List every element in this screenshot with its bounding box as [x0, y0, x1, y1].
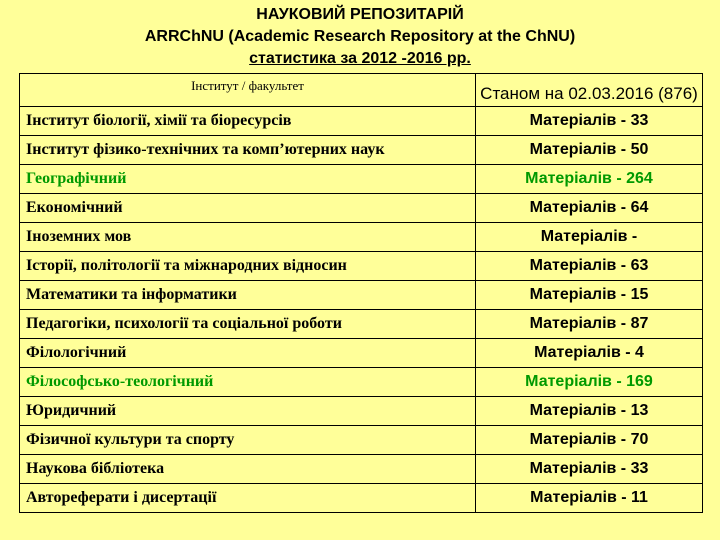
- column-header-institute: Інститут / факультет: [20, 74, 476, 107]
- materials-count: Матеріалів - 33: [476, 107, 703, 136]
- header-subtitle: ARRChNU (Academic Research Repository at the ChNU): [144, 28, 576, 45]
- materials-count: Матеріалів - 4: [476, 339, 703, 368]
- table-row: [20, 223, 703, 252]
- table-row: [20, 484, 703, 513]
- materials-count: Матеріалів - 50: [476, 136, 703, 165]
- institute-name: Філософсько-теологічний: [20, 368, 476, 397]
- table-row: [20, 165, 703, 194]
- table-row: [20, 194, 703, 223]
- statistics-table: [19, 73, 703, 513]
- institute-name: Інститут біології, хімії та біоресурсів: [20, 107, 476, 136]
- table-row: [20, 252, 703, 281]
- table-row: [20, 339, 703, 368]
- table-row: [20, 136, 703, 165]
- institute-name: Філологічний: [20, 339, 476, 368]
- table-row: [20, 368, 703, 397]
- page-header: [0, 4, 720, 70]
- header-title: НАУКОВИЙ РЕПОЗИТАРІЙ: [256, 6, 464, 23]
- materials-count: Матеріалів - 64: [476, 194, 703, 223]
- institute-name: Математики та інформатики: [20, 281, 476, 310]
- materials-count: Матеріалів - 264: [476, 165, 703, 194]
- institute-name: Фізичної культури та спорту: [20, 426, 476, 455]
- table-row: [20, 281, 703, 310]
- materials-count: Матеріалів - 169: [476, 368, 703, 397]
- institute-name: Інститут фізико-технічних та комп’ютерних наук: [20, 136, 476, 165]
- table-row: [20, 107, 703, 136]
- column-header-count: Станом на 02.03.2016 (876): [476, 74, 703, 107]
- institute-name: Юридичний: [20, 397, 476, 426]
- institute-name: Іноземних мов: [20, 223, 476, 252]
- materials-count: Матеріалів - 33: [476, 455, 703, 484]
- institute-name: Економічний: [20, 194, 476, 223]
- materials-count: Матеріалів - 70: [476, 426, 703, 455]
- table-row: [20, 455, 703, 484]
- materials-count: Матеріалів - 63: [476, 252, 703, 281]
- materials-count: Матеріалів - 15: [476, 281, 703, 310]
- materials-count: Матеріалів -: [476, 223, 703, 252]
- institute-name: Педагогіки, психології та соціальної роботи: [20, 310, 476, 339]
- materials-count: Матеріалів - 13: [476, 397, 703, 426]
- table-row: [20, 426, 703, 455]
- materials-count: Матеріалів - 11: [476, 484, 703, 513]
- institute-name: Автореферати і дисертації: [20, 484, 476, 513]
- header-period: статистика за 2012 -2016 рр.: [249, 50, 471, 67]
- table-row: [20, 310, 703, 339]
- institute-name: Історії, політології та міжнародних відносин: [20, 252, 476, 281]
- table-row: [20, 397, 703, 426]
- materials-count: Матеріалів - 87: [476, 310, 703, 339]
- institute-name: Географічний: [20, 165, 476, 194]
- institute-name: Наукова бібліотека: [20, 455, 476, 484]
- table-header-row: [20, 74, 703, 107]
